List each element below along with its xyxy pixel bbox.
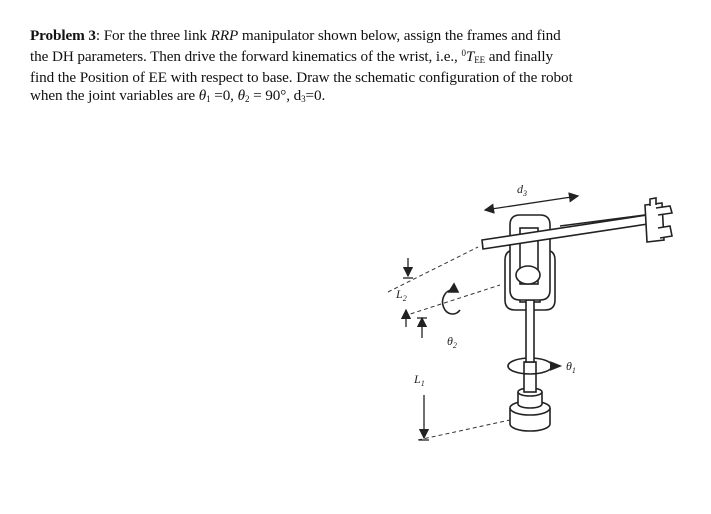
label-theta1: $\theta_1$: [566, 359, 576, 375]
robot-prismatic-arm: [482, 213, 661, 249]
label-theta2: $\theta_2$: [447, 334, 457, 350]
robot-link2-frame: [510, 215, 550, 300]
label-d3: $d_3$: [517, 182, 527, 198]
problem-line-3: find the Position of EE with respect to base. Draw the schematic configuration of the robot: [30, 69, 573, 86]
robot-end-effector: [645, 198, 672, 242]
problem-line-2: the DH parameters. Then drive the forward kinematics of the wrist, i.e., $^0T_{EE}$ and finally: [30, 47, 553, 65]
label-l2: $L_2$: [396, 287, 407, 303]
problem-line-4: when the joint variables are $\theta_1 =0$, $\theta_2 = 90^\circ$, $d_3=0$.: [30, 86, 326, 104]
d3-arrow: [485, 196, 578, 210]
l2-dimension: [403, 258, 413, 327]
problem-line-1: Problem 3: For the three link RRP manipulator shown below, assign the frames and find: [30, 27, 561, 44]
label-l1: $L_1$: [414, 372, 425, 388]
problem-heading: Problem 3: [30, 27, 96, 44]
